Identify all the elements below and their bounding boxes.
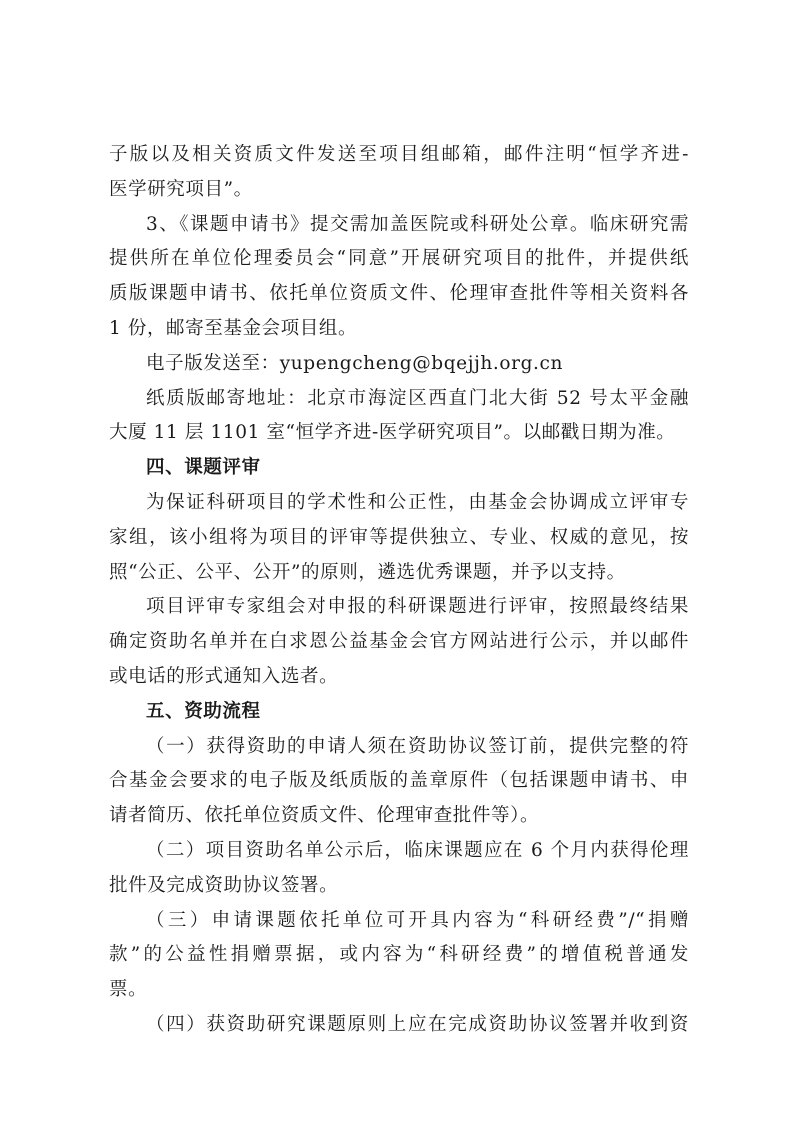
text-line: 票。 [109,979,148,1001]
text-line: 质版课题申请书、依托单位资质文件、伦理审查批件等相关资料各 [109,283,689,305]
text-line: 项目评审专家组会对申报的科研课题进行评审，按照最终结果 [146,596,689,618]
section-heading: 四、课题评审 [146,457,261,479]
text-line: （二）项目资助名单公示后，临床课题应在 6 个月内获得伦理 [146,839,689,861]
text-line: （三）申请课题依托单位可开具内容为“科研经费”/“捐赠 [146,909,689,931]
section-heading: 五、资助流程 [146,700,261,722]
text-line: 批件及完成资助协议签署。 [109,874,339,896]
text-line: 1 份，邮寄至基金会项目组。 [109,317,358,339]
text-line: 或电话的形式通知入选者。 [109,665,339,687]
text-line: 款”的公益性捐赠票据，或内容为“科研经费”的增值税普通发 [109,944,689,966]
body-text [109,138,689,1043]
address-line: 大厦 11 层 1101 室“恒学齐进-医学研究项目”。以邮戳日期为准。 [109,422,676,444]
address-line: 纸质版邮寄地址：北京市海淀区西直门北大街 52 号太平金融 [146,387,689,409]
text-line: 提供所在单位伦理委员会“同意”开展研究项目的批件，并提供纸 [109,248,689,270]
email-line: 电子版发送至：yupengcheng@bqejjh.org.cn [146,352,563,374]
text-line: （一）获得资助的申请人须在资助协议签订前，提供完整的符 [146,735,689,757]
text-line: 3、《课题申请书》提交需加盖医院或科研处公章。临床研究需 [146,213,689,235]
text-line: （四）获资助研究课题原则上应在完成资助协议签署并收到资 [146,1013,689,1035]
text-line: 合基金会要求的电子版及纸质版的盖章原件（包括课题申请书、申 [109,770,689,792]
text-line: 确定资助名单并在白求恩公益基金会官方网站进行公示，并以邮件 [109,631,689,653]
text-line: 为保证科研项目的学术性和公正性，由基金会协调成立评审专 [146,491,689,513]
text-line: 照“公正、公平、公开”的原则，遴选优秀课题，并予以支持。 [109,561,626,583]
text-line: 子版以及相关资质文件发送至项目组邮箱，邮件注明“恒学齐进- [109,144,689,165]
text-line: 请者简历、依托单位资质文件、伦理审查批件等）。 [109,805,540,827]
text-line: 家组，该小组将为项目的评审等提供独立、专业、权威的意见，按 [109,526,689,548]
text-line: 医学研究项目”。 [109,178,253,200]
